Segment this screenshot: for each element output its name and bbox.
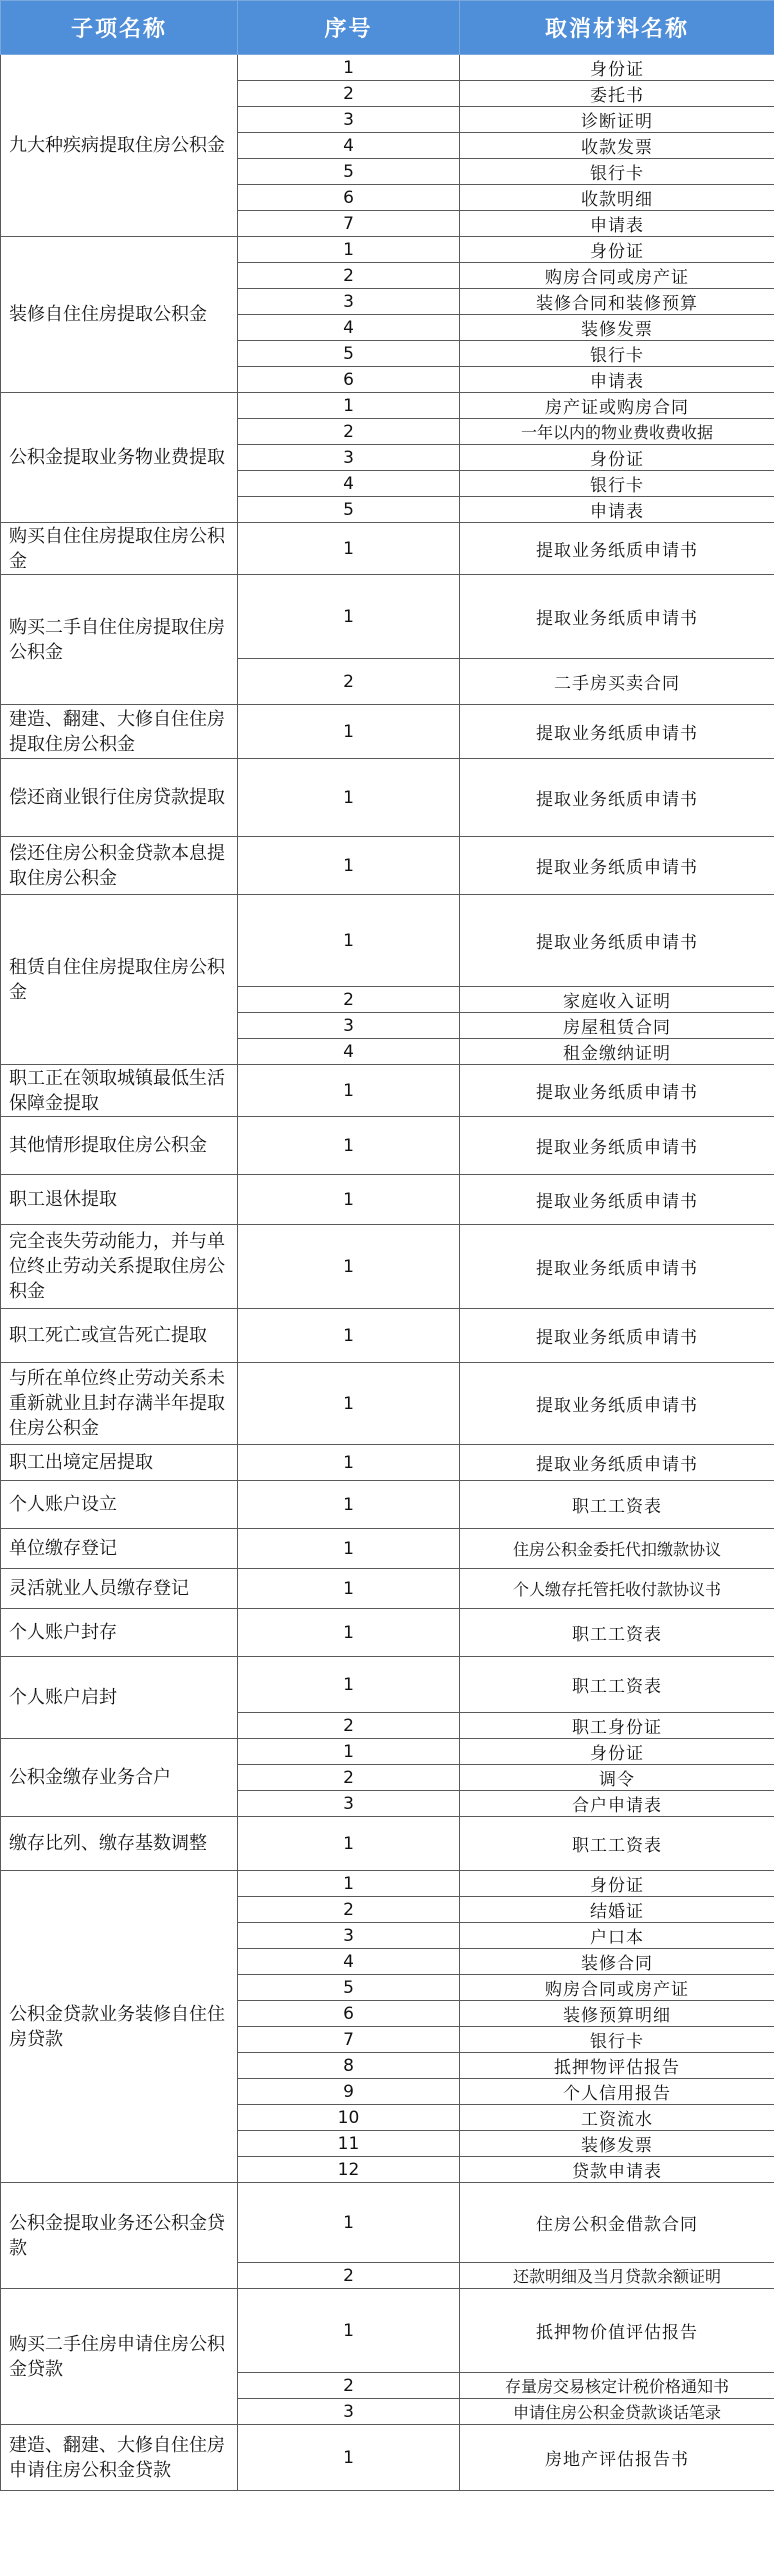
serial-number: 1 xyxy=(238,237,460,263)
subitem-name: 灵活就业人员缴存登记 xyxy=(1,1569,238,1609)
serial-number: 2 xyxy=(238,987,460,1013)
material-name: 银行卡 xyxy=(460,2027,774,2053)
material-name: 职工工资表 xyxy=(460,1481,774,1529)
table-row xyxy=(1,1225,774,1309)
material-name: 提取业务纸质申请书 xyxy=(460,1445,774,1481)
serial-number: 1 xyxy=(238,55,460,81)
material-name: 身份证 xyxy=(460,55,774,81)
table-row xyxy=(1,2289,774,2373)
serial-number: 2 xyxy=(238,81,460,107)
material-name: 贷款申请表 xyxy=(460,2157,774,2183)
serial-number: 6 xyxy=(238,2001,460,2027)
material-name: 提取业务纸质申请书 xyxy=(460,1225,774,1309)
serial-number: 1 xyxy=(238,523,460,575)
table-row xyxy=(1,1609,774,1657)
material-name: 调令 xyxy=(460,1765,774,1791)
material-name: 提取业务纸质申请书 xyxy=(460,759,774,837)
material-name: 家庭收入证明 xyxy=(460,987,774,1013)
serial-number: 1 xyxy=(238,2289,460,2373)
material-name: 银行卡 xyxy=(460,341,774,367)
subitem-name: 缴存比列、缴存基数调整 xyxy=(1,1817,238,1871)
subitem-name: 公积金提取业务物业费提取 xyxy=(1,393,238,523)
material-name: 提取业务纸质申请书 xyxy=(460,1309,774,1363)
table-row xyxy=(1,1871,774,1897)
header-row xyxy=(1,1,774,55)
table-row xyxy=(1,705,774,759)
serial-number: 3 xyxy=(238,1923,460,1949)
material-name: 住房公积金借款合同 xyxy=(460,2183,774,2263)
serial-number: 1 xyxy=(238,837,460,895)
serial-number: 3 xyxy=(238,1791,460,1817)
serial-number: 1 xyxy=(238,2183,460,2263)
subitem-name: 公积金提取业务还公积金贷款 xyxy=(1,2183,238,2289)
table-row xyxy=(1,1817,774,1871)
material-name: 收款明细 xyxy=(460,185,774,211)
serial-number: 1 xyxy=(238,1657,460,1713)
material-name: 装修合同和装修预算 xyxy=(460,289,774,315)
material-name: 一年以内的物业费收费收据 xyxy=(460,419,774,445)
material-name: 提取业务纸质申请书 xyxy=(460,837,774,895)
material-name: 抵押物价值评估报告 xyxy=(460,2289,774,2373)
material-name: 个人缴存托管托收付款协议书 xyxy=(460,1569,774,1609)
serial-number: 4 xyxy=(238,1039,460,1065)
material-name: 身份证 xyxy=(460,237,774,263)
serial-number: 11 xyxy=(238,2131,460,2157)
table-row xyxy=(1,1445,774,1481)
serial-number: 2 xyxy=(238,419,460,445)
serial-number: 2 xyxy=(238,2263,460,2289)
subitem-name: 与所在单位终止劳动关系未重新就业且封存满半年提取住房公积金 xyxy=(1,1363,238,1445)
serial-number: 3 xyxy=(238,445,460,471)
table-row xyxy=(1,1309,774,1363)
material-name: 诊断证明 xyxy=(460,107,774,133)
serial-number: 5 xyxy=(238,497,460,523)
material-name: 身份证 xyxy=(460,445,774,471)
material-name: 购房合同或房产证 xyxy=(460,263,774,289)
material-name: 抵押物评估报告 xyxy=(460,2053,774,2079)
material-name: 提取业务纸质申请书 xyxy=(460,1175,774,1225)
table-row xyxy=(1,1175,774,1225)
table-row xyxy=(1,2425,774,2491)
table-row xyxy=(1,237,774,263)
table-row xyxy=(1,837,774,895)
material-name: 申请表 xyxy=(460,497,774,523)
table-row xyxy=(1,523,774,575)
serial-number: 2 xyxy=(238,2373,460,2399)
serial-number: 6 xyxy=(238,185,460,211)
material-name: 提取业务纸质申请书 xyxy=(460,575,774,659)
serial-number: 1 xyxy=(238,1445,460,1481)
subitem-name: 建造、翻建、大修自住住房提取住房公积金 xyxy=(1,705,238,759)
material-name: 房屋租赁合同 xyxy=(460,1013,774,1039)
serial-number: 1 xyxy=(238,1225,460,1309)
table-row xyxy=(1,55,774,81)
subitem-name: 个人账户设立 xyxy=(1,1481,238,1529)
material-name: 申请住房公积金贷款谈话笔录 xyxy=(460,2399,774,2425)
material-name: 租金缴纳证明 xyxy=(460,1039,774,1065)
serial-number: 2 xyxy=(238,1765,460,1791)
material-name: 提取业务纸质申请书 xyxy=(460,1065,774,1117)
table-row xyxy=(1,1529,774,1569)
serial-number: 1 xyxy=(238,1529,460,1569)
serial-number: 6 xyxy=(238,367,460,393)
subitem-name: 完全丧失劳动能力，并与单位终止劳动关系提取住房公积金 xyxy=(1,1225,238,1309)
serial-number: 5 xyxy=(238,1975,460,2001)
table-row xyxy=(1,2183,774,2263)
material-name: 二手房买卖合同 xyxy=(460,659,774,705)
serial-number: 1 xyxy=(238,1065,460,1117)
serial-number: 4 xyxy=(238,471,460,497)
subitem-name: 购买二手住房申请住房公积金贷款 xyxy=(1,2289,238,2425)
table-row xyxy=(1,1117,774,1175)
material-name: 身份证 xyxy=(460,1871,774,1897)
serial-number: 8 xyxy=(238,2053,460,2079)
serial-number: 1 xyxy=(238,1309,460,1363)
material-name: 身份证 xyxy=(460,1739,774,1765)
table-row xyxy=(1,759,774,837)
material-name: 提取业务纸质申请书 xyxy=(460,705,774,759)
subitem-name: 个人账户启封 xyxy=(1,1657,238,1739)
table-row xyxy=(1,1657,774,1713)
subitem-name: 职工退休提取 xyxy=(1,1175,238,1225)
serial-number: 1 xyxy=(238,1175,460,1225)
material-name: 职工工资表 xyxy=(460,1609,774,1657)
serial-number: 3 xyxy=(238,107,460,133)
subitem-name: 职工死亡或宣告死亡提取 xyxy=(1,1309,238,1363)
serial-number: 2 xyxy=(238,1713,460,1739)
subitem-name: 其他情形提取住房公积金 xyxy=(1,1117,238,1175)
material-name: 委托书 xyxy=(460,81,774,107)
material-name: 存量房交易核定计税价格通知书 xyxy=(460,2373,774,2399)
header-serial-number: 序号 xyxy=(238,1,460,55)
material-name: 提取业务纸质申请书 xyxy=(460,1363,774,1445)
table-body xyxy=(1,55,774,2491)
subitem-name: 九大种疾病提取住房公积金 xyxy=(1,55,238,237)
subitem-name: 购买自住住房提取住房公积金 xyxy=(1,523,238,575)
table-row xyxy=(1,1363,774,1445)
serial-number: 1 xyxy=(238,1871,460,1897)
material-name: 房地产评估报告书 xyxy=(460,2425,774,2491)
serial-number: 1 xyxy=(238,1817,460,1871)
material-name: 还款明细及当月贷款余额证明 xyxy=(460,2263,774,2289)
subitem-name: 装修自住住房提取公积金 xyxy=(1,237,238,393)
table-row xyxy=(1,1065,774,1117)
table-row xyxy=(1,895,774,987)
material-name: 住房公积金委托代扣缴款协议 xyxy=(460,1529,774,1569)
material-name: 职工工资表 xyxy=(460,1817,774,1871)
header-cancelled-material: 取消材料名称 xyxy=(460,1,774,55)
subitem-name: 建造、翻建、大修自住住房申请住房公积金贷款 xyxy=(1,2425,238,2491)
serial-number: 1 xyxy=(238,705,460,759)
serial-number: 9 xyxy=(238,2079,460,2105)
serial-number: 10 xyxy=(238,2105,460,2131)
subitem-name: 个人账户封存 xyxy=(1,1609,238,1657)
serial-number: 7 xyxy=(238,211,460,237)
subitem-name: 职工出境定居提取 xyxy=(1,1445,238,1481)
material-name: 装修合同 xyxy=(460,1949,774,1975)
material-name: 银行卡 xyxy=(460,159,774,185)
serial-number: 1 xyxy=(238,1363,460,1445)
serial-number: 12 xyxy=(238,2157,460,2183)
serial-number: 3 xyxy=(238,289,460,315)
material-name: 结婚证 xyxy=(460,1897,774,1923)
serial-number: 1 xyxy=(238,2425,460,2491)
subitem-name: 偿还商业银行住房贷款提取 xyxy=(1,759,238,837)
serial-number: 1 xyxy=(238,1569,460,1609)
serial-number: 1 xyxy=(238,1117,460,1175)
material-name: 申请表 xyxy=(460,211,774,237)
subitem-name: 单位缴存登记 xyxy=(1,1529,238,1569)
subitem-name: 公积金贷款业务装修自住住房贷款 xyxy=(1,1871,238,2183)
serial-number: 5 xyxy=(238,159,460,185)
serial-number: 4 xyxy=(238,1949,460,1975)
serial-number: 1 xyxy=(238,1739,460,1765)
material-name: 银行卡 xyxy=(460,471,774,497)
table-row xyxy=(1,393,774,419)
material-name: 购房合同或房产证 xyxy=(460,1975,774,2001)
material-name: 职工身份证 xyxy=(460,1713,774,1739)
table-row xyxy=(1,1481,774,1529)
subitem-name: 公积金缴存业务合户 xyxy=(1,1739,238,1817)
serial-number: 1 xyxy=(238,575,460,659)
material-name: 职工工资表 xyxy=(460,1657,774,1713)
subitem-name: 租赁自住住房提取住房公积金 xyxy=(1,895,238,1065)
subitem-name: 购买二手自住住房提取住房公积金 xyxy=(1,575,238,705)
serial-number: 7 xyxy=(238,2027,460,2053)
serial-number: 4 xyxy=(238,315,460,341)
serial-number: 2 xyxy=(238,659,460,705)
serial-number: 1 xyxy=(238,759,460,837)
material-name: 房产证或购房合同 xyxy=(460,393,774,419)
material-name: 装修预算明细 xyxy=(460,2001,774,2027)
table-row xyxy=(1,575,774,659)
serial-number: 3 xyxy=(238,2399,460,2425)
material-name: 工资流水 xyxy=(460,2105,774,2131)
serial-number: 1 xyxy=(238,895,460,987)
subitem-name: 职工正在领取城镇最低生活保障金提取 xyxy=(1,1065,238,1117)
serial-number: 4 xyxy=(238,133,460,159)
serial-number: 1 xyxy=(238,1609,460,1657)
serial-number: 1 xyxy=(238,1481,460,1529)
subitem-name: 偿还住房公积金贷款本息提取住房公积金 xyxy=(1,837,238,895)
material-name: 提取业务纸质申请书 xyxy=(460,523,774,575)
material-name: 申请表 xyxy=(460,367,774,393)
material-name: 装修发票 xyxy=(460,315,774,341)
serial-number: 2 xyxy=(238,263,460,289)
table-row xyxy=(1,1569,774,1609)
material-name: 户口本 xyxy=(460,1923,774,1949)
serial-number: 5 xyxy=(238,341,460,367)
serial-number: 2 xyxy=(238,1897,460,1923)
table-row xyxy=(1,1739,774,1765)
material-name: 收款发票 xyxy=(460,133,774,159)
serial-number: 1 xyxy=(238,393,460,419)
material-name: 合户申请表 xyxy=(460,1791,774,1817)
material-name: 个人信用报告 xyxy=(460,2079,774,2105)
header-subitem-name: 子项名称 xyxy=(1,1,238,55)
serial-number: 3 xyxy=(238,1013,460,1039)
material-name: 提取业务纸质申请书 xyxy=(460,895,774,987)
material-name: 装修发票 xyxy=(460,2131,774,2157)
material-name: 提取业务纸质申请书 xyxy=(460,1117,774,1175)
